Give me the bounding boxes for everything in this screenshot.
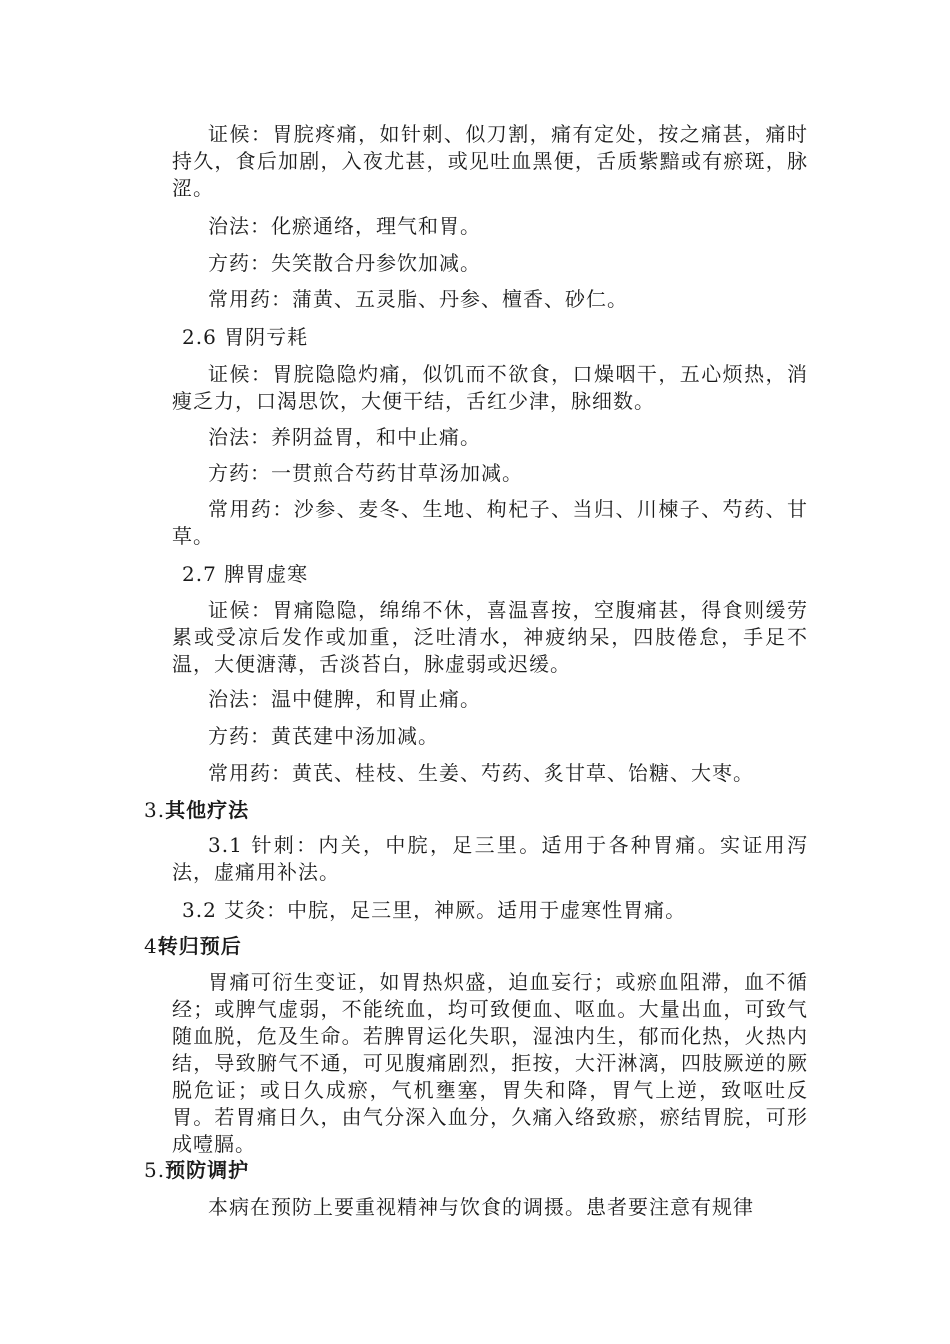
section-5-title: 预防调护 (165, 1158, 250, 1182)
spleen-cold-symptoms-text: 证候：胃痛隐隐，绵绵不休，喜温喜按，空腹痛甚，得食则缓劳累或受凉后发作或加重，泛吐清水，神疲纳呆，四肢倦怠，手足不温，大便溏薄，舌淡苔白，脉虚弱或迟缓。 (172, 598, 808, 676)
section-2-7-title: 2.7 脾胃虚寒 (182, 562, 309, 586)
section-4-heading (144, 933, 242, 959)
section-3-heading (144, 797, 249, 823)
spleen-cold-symptoms (172, 597, 808, 678)
spleen-cold-formula: 方药：黄芪建中汤加减。 (208, 724, 439, 748)
section-2-6-title: 2.6 胃阴亏耗 (182, 325, 309, 349)
acupuncture-paragraph (172, 832, 808, 886)
section-3-title: 其他疗法 (165, 798, 250, 822)
prognosis-paragraph (172, 969, 808, 1158)
acupuncture-text: 3.1 针刺：内关，中脘，足三里。适用于各种胃痛。实证用泻法，虚痛用补法。 (172, 833, 808, 884)
yin-deficiency-herbs-text: 常用药：沙参、麦冬、生地、枸杞子、当归、川楝子、芍药、甘草。 (172, 497, 808, 548)
blood-stasis-herbs: 常用药：蒲黄、五灵脂、丹参、檀香、砂仁。 (208, 287, 628, 311)
yin-deficiency-herbs (172, 496, 808, 550)
prognosis-text: 胃痛可衍生变证，如胃热炽盛，迫血妄行；或瘀血阻滞，血不循经；或脾气虚弱，不能统血，均可致便血、呕血。大量出血，可致气随血脱，危及生命。若脾胃运化失职，湿浊内生，郁而化热，火热内结，导致腑气不通，可见腹痛剧烈，拒按，大汗淋漓，四肢厥逆的厥脱危证；或日久成瘀，气机壅塞，胃失和降，胃气上逆，致呕吐反胃。若胃痛日久，由气分深入血分，久痛入络致瘀，瘀结胃脘，可形成噎膈。 (172, 970, 808, 1156)
blood-stasis-treatment: 治法：化瘀通络，理气和胃。 (208, 214, 481, 238)
prevention-paragraph (172, 1194, 808, 1221)
yin-deficiency-formula: 方药：一贯煎合芍药甘草汤加减。 (208, 461, 523, 485)
section-4-number: 4 (144, 934, 158, 958)
spleen-cold-treatment: 治法：温中健脾，和胃止痛。 (208, 687, 481, 711)
blood-stasis-symptoms-text: 证候：胃脘疼痛，如针刺、似刀割，痛有定处，按之痛甚，痛时持久，食后加剧，入夜尤甚，或见吐血黑便，舌质紫黯或有瘀斑，脉涩。 (172, 122, 808, 200)
yin-deficiency-symptoms (172, 361, 808, 415)
prevention-text: 本病在预防上要重视精神与饮食的调摄。患者要注意有规律 (208, 1195, 754, 1219)
blood-stasis-formula: 方药：失笑散合丹参饮加减。 (208, 251, 481, 275)
blood-stasis-symptoms (172, 121, 808, 202)
yin-deficiency-symptoms-text: 证候：胃脘隐隐灼痛，似饥而不欲食，口燥咽干，五心烦热，消瘦乏力，口渴思饮，大便干结，舌红少津，脉细数。 (172, 362, 808, 413)
section-3-number: 3. (144, 798, 166, 822)
section-5-heading (144, 1157, 249, 1183)
moxibustion-line: 3.2 艾灸：中脘，足三里，神厥。适用于虚寒性胃痛。 (182, 898, 687, 922)
yin-deficiency-treatment: 治法：养阴益胃，和中止痛。 (208, 425, 481, 449)
section-5-number: 5. (144, 1158, 166, 1182)
spleen-cold-herbs: 常用药：黄芪、桂枝、生姜、芍药、炙甘草、饴糖、大枣。 (208, 761, 754, 785)
section-4-title: 转归预后 (157, 934, 242, 958)
